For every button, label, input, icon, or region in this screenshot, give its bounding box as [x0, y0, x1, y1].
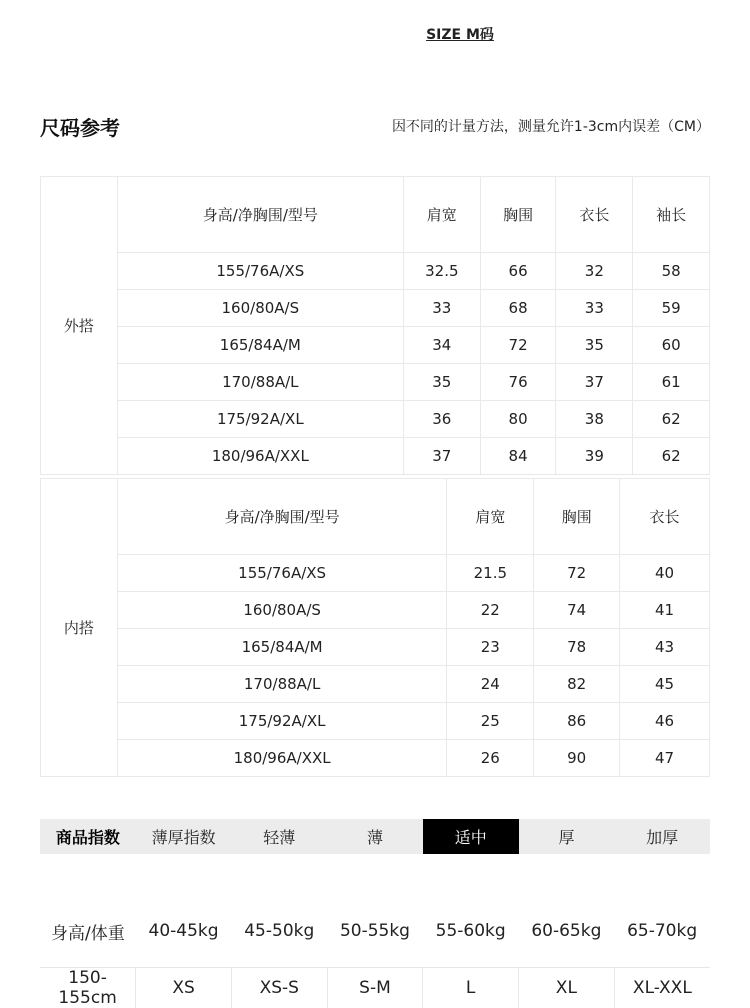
table-row: [41, 290, 710, 327]
table-cell: 165/84A/M: [117, 629, 447, 666]
height-weight-header-cell: 55-60kg: [423, 913, 519, 949]
table-cell: 41: [620, 592, 710, 629]
table-cell: 59: [633, 290, 710, 327]
table-cell: 60: [633, 327, 710, 364]
table-cell: 90: [534, 740, 620, 777]
table-cell: 78: [534, 629, 620, 666]
table-row: [41, 740, 710, 777]
size-label: SIZE M码: [0, 24, 750, 44]
product-index-bar: [40, 819, 710, 854]
table-row: [41, 401, 710, 438]
table-cell: 170/88A/L: [117, 666, 447, 703]
outerwear-size-table: [40, 176, 710, 475]
table-row: [41, 629, 710, 666]
table-cell: 72: [534, 555, 620, 592]
table-cell: 180/96A/XXL: [117, 438, 403, 475]
table-cell: 35: [556, 327, 633, 364]
table-cell: 38: [556, 401, 633, 438]
table-cell: 32.5: [403, 253, 480, 290]
table-cell: 72: [480, 327, 556, 364]
table-cell: 32: [556, 253, 633, 290]
thickness-option: 厚: [519, 819, 615, 854]
table-cell: 36: [403, 401, 480, 438]
table-cell: 34: [403, 327, 480, 364]
table-cell: 155/76A/XS: [117, 555, 447, 592]
table-cell: 61: [633, 364, 710, 401]
table-cell: 68: [480, 290, 556, 327]
size-table-header-cell: 胸围: [534, 479, 620, 555]
table-cell: 150-155cm: [40, 968, 136, 1008]
table-cell: 22: [447, 592, 534, 629]
table-row: [41, 666, 710, 703]
section-title: 尺码参考: [40, 112, 120, 141]
table-cell: 82: [534, 666, 620, 703]
table-cell: XS: [136, 968, 232, 1008]
size-table-header-cell: 袖长: [633, 177, 710, 253]
table-cell: XS-S: [231, 968, 327, 1008]
table-cell: L: [423, 968, 519, 1008]
table-cell: 80: [480, 401, 556, 438]
table-cell: 160/80A/S: [117, 290, 403, 327]
table-cell: 165/84A/M: [117, 327, 403, 364]
table-cell: 45: [620, 666, 710, 703]
table-cell: 74: [534, 592, 620, 629]
table-cell: XL: [519, 968, 615, 1008]
table-row: [41, 327, 710, 364]
size-table-header-cell: 衣长: [556, 177, 633, 253]
table-cell: 21.5: [447, 555, 534, 592]
size-table-header-cell: 身高/净胸围/型号: [117, 479, 447, 555]
thickness-option: 薄: [327, 819, 423, 854]
table-cell: 25: [447, 703, 534, 740]
table-cell: 84: [480, 438, 556, 475]
size-category-label: 外搭: [41, 177, 118, 475]
table-cell: 175/92A/XL: [117, 703, 447, 740]
table-cell: 47: [620, 740, 710, 777]
height-weight-header-row: [40, 913, 710, 949]
table-cell: 155/76A/XS: [117, 253, 403, 290]
table-cell: 37: [556, 364, 633, 401]
thickness-option: 加厚: [614, 819, 710, 854]
table-cell: 62: [633, 438, 710, 475]
size-category-label: 内搭: [41, 479, 118, 777]
table-cell: 170/88A/L: [117, 364, 403, 401]
table-cell: 33: [556, 290, 633, 327]
thickness-option: 适中: [423, 819, 519, 854]
table-row: [41, 253, 710, 290]
height-weight-header-cell: 60-65kg: [519, 913, 615, 949]
thickness-option: 轻薄: [231, 819, 327, 854]
height-weight-header-cell: 身高/体重: [40, 913, 136, 949]
product-index-title: 商品指数: [40, 819, 136, 854]
table-cell: 175/92A/XL: [117, 401, 403, 438]
table-cell: 40: [620, 555, 710, 592]
thickness-index-label: 薄厚指数: [136, 819, 232, 854]
table-cell: 43: [620, 629, 710, 666]
table-row: [41, 364, 710, 401]
table-cell: 39: [556, 438, 633, 475]
size-table-header-cell: 肩宽: [447, 479, 534, 555]
size-table-header-cell: 衣长: [620, 479, 710, 555]
size-table-header-row: [41, 177, 710, 253]
size-table-header-cell: 肩宽: [403, 177, 480, 253]
height-weight-header: [40, 913, 710, 949]
table-cell: 76: [480, 364, 556, 401]
table-cell: XL-XXL: [614, 968, 710, 1008]
table-row: [40, 968, 710, 1008]
table-row: [41, 703, 710, 740]
height-weight-header-cell: 40-45kg: [136, 913, 232, 949]
height-weight-header-cell: 65-70kg: [614, 913, 710, 949]
table-cell: 24: [447, 666, 534, 703]
table-row: [41, 592, 710, 629]
height-weight-header-cell: 50-55kg: [327, 913, 423, 949]
table-cell: 33: [403, 290, 480, 327]
height-weight-header-cell: 45-50kg: [231, 913, 327, 949]
table-cell: 62: [633, 401, 710, 438]
height-weight-table: [40, 967, 710, 1008]
table-cell: 46: [620, 703, 710, 740]
innerwear-size-table: [40, 478, 710, 777]
table-cell: 35: [403, 364, 480, 401]
table-cell: 66: [480, 253, 556, 290]
size-table-header-row: [41, 479, 710, 555]
table-cell: 160/80A/S: [117, 592, 447, 629]
measurement-note: 因不同的计量方法，测量允许1-3cm内误差（CM）: [392, 116, 710, 136]
table-cell: 23: [447, 629, 534, 666]
table-cell: 37: [403, 438, 480, 475]
table-row: [41, 438, 710, 475]
table-cell: 26: [447, 740, 534, 777]
table-row: [41, 555, 710, 592]
table-cell: 58: [633, 253, 710, 290]
table-cell: 86: [534, 703, 620, 740]
size-table-header-cell: 身高/净胸围/型号: [117, 177, 403, 253]
table-cell: 180/96A/XXL: [117, 740, 447, 777]
table-cell: S-M: [327, 968, 423, 1008]
size-table-header-cell: 胸围: [480, 177, 556, 253]
